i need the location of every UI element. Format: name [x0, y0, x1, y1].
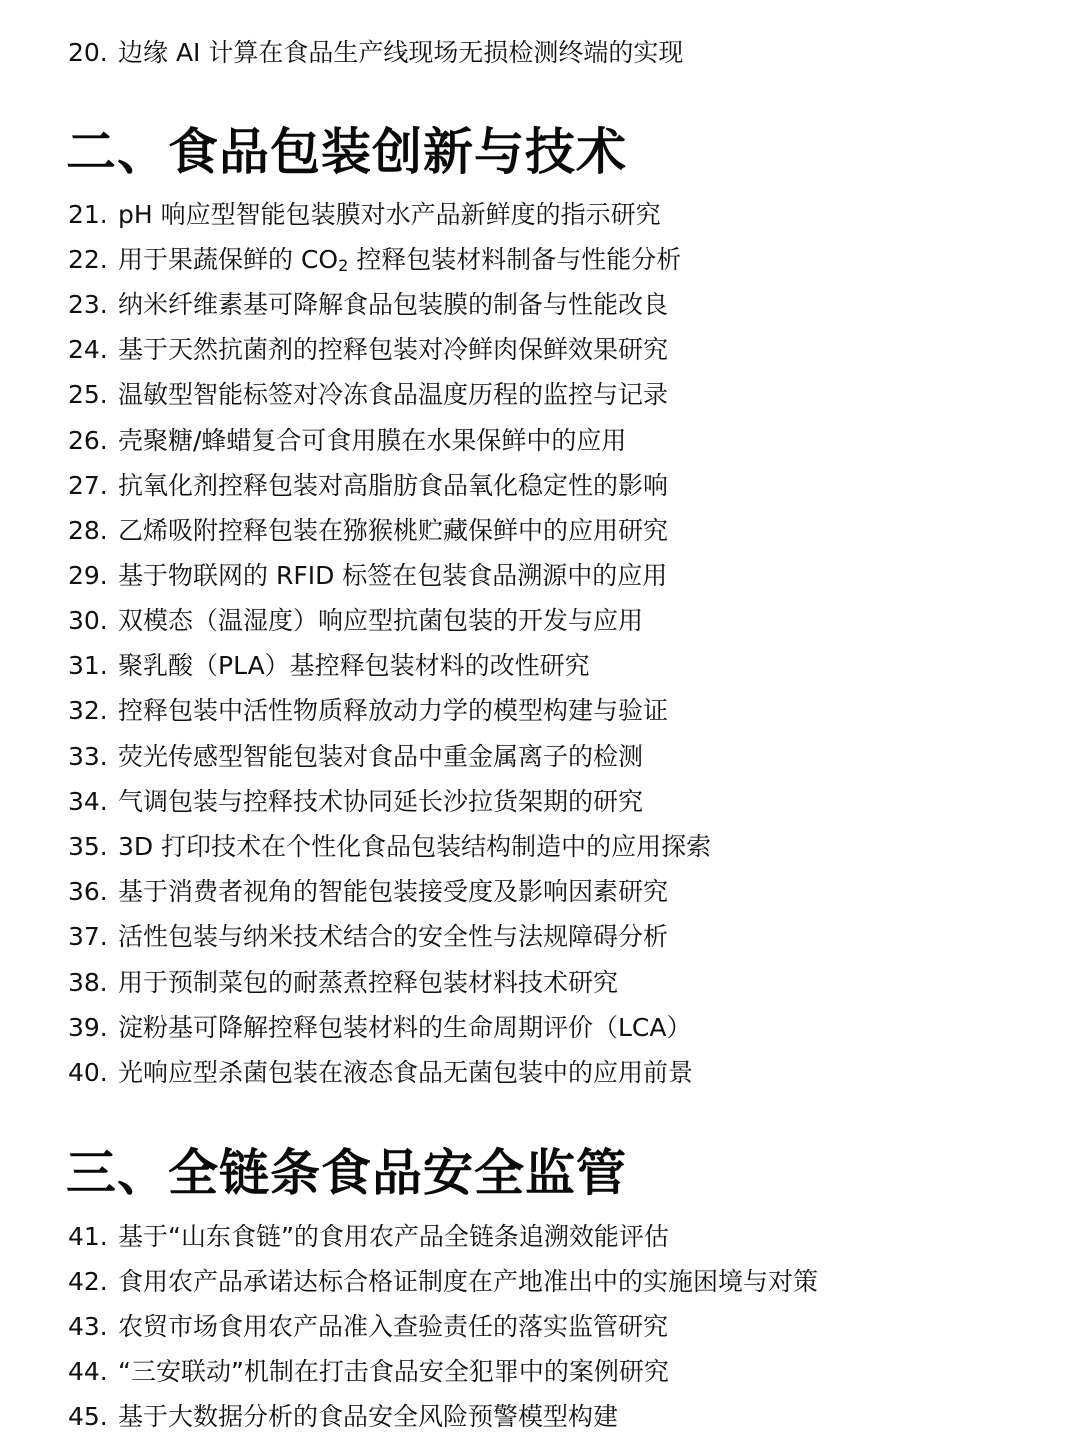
list-item — [68, 514, 668, 548]
section-heading: 三、全链条食品安全监管 — [66, 1144, 627, 1202]
item-number: 38. — [68, 968, 108, 997]
item-text: pH 响应型智能包装膜对水产品新鲜度的指示研究 — [118, 200, 661, 229]
item-number: 20. — [68, 38, 108, 67]
list-item — [68, 1056, 693, 1090]
item-number: 21. — [68, 200, 108, 229]
item-text: 淀粉基可降解控释包装材料的生命周期评价（LCA） — [118, 1013, 692, 1042]
list-item — [68, 694, 668, 728]
list-item — [68, 830, 711, 864]
list-item — [68, 966, 618, 1000]
item-number: 23. — [68, 290, 108, 319]
item-number: 25. — [68, 380, 108, 409]
item-text: 活性包装与纳米技术结合的安全性与法规障碍分析 — [118, 922, 669, 951]
item-text: 控释包装中活性物质释放动力学的模型构建与验证 — [118, 696, 669, 725]
item-number: 28. — [68, 516, 108, 545]
item-text: 用于预制菜包的耐蒸煮控释包装材料技术研究 — [118, 968, 619, 997]
list-item — [68, 378, 668, 412]
item-text: “三安联动”机制在打击食品安全犯罪中的案例研究 — [118, 1357, 669, 1386]
item-text: 3D 打印技术在个性化食品包装结构制造中的应用探索 — [118, 832, 712, 861]
item-text-continued: 控释包装材料制备与性能分析 — [348, 245, 682, 274]
list-item — [68, 1220, 669, 1254]
item-number: 34. — [68, 787, 108, 816]
item-number: 26. — [68, 426, 108, 455]
list-item — [68, 559, 667, 593]
item-text: 荧光传感型智能包装对食品中重金属离子的检测 — [118, 742, 644, 771]
item-number: 39. — [68, 1013, 108, 1042]
list-item — [68, 243, 681, 283]
list-item — [68, 1310, 668, 1344]
item-text: 纳米纤维素基可降解食品包装膜的制备与性能改良 — [118, 290, 669, 319]
item-number: 31. — [68, 651, 108, 680]
list-item — [68, 288, 668, 322]
item-number: 41. — [68, 1222, 108, 1251]
item-number: 37. — [68, 922, 108, 951]
item-text: 基于“山东食链”的食用农产品全链条追溯效能评估 — [118, 1222, 669, 1251]
item-number: 32. — [68, 696, 108, 725]
item-text: 聚乳酸（PLA）基控释包装材料的改性研究 — [118, 651, 590, 680]
item-text: 光响应型杀菌包装在液态食品无菌包装中的应用前景 — [118, 1058, 694, 1087]
section-heading: 二、食品包装创新与技术 — [66, 123, 627, 181]
list-item — [68, 469, 668, 503]
list-item — [68, 36, 683, 70]
item-text: 食用农产品承诺达标合格证制度在产地准出中的实施困境与对策 — [118, 1267, 819, 1296]
list-item — [68, 424, 626, 458]
item-number: 44. — [68, 1357, 108, 1386]
item-text: 双模态（温湿度）响应型抗菌包装的开发与应用 — [118, 606, 644, 635]
item-number: 22. — [68, 245, 108, 274]
list-item — [68, 198, 661, 232]
item-text: 农贸市场食用农产品准入查验责任的落实监管研究 — [118, 1312, 669, 1341]
item-text: 基于天然抗菌剂的控释包装对冷鲜肉保鲜效果研究 — [118, 335, 669, 364]
item-number: 33. — [68, 742, 108, 771]
item-text: 温敏型智能标签对冷冻食品温度历程的监控与记录 — [118, 380, 669, 409]
list-item — [68, 1400, 618, 1434]
list-item — [68, 740, 643, 774]
list-item — [68, 920, 668, 954]
list-item — [68, 1355, 669, 1389]
item-number: 29. — [68, 561, 108, 590]
item-number: 35. — [68, 832, 108, 861]
item-text: 基于大数据分析的食品安全风险预警模型构建 — [118, 1402, 619, 1431]
item-number: 43. — [68, 1312, 108, 1341]
item-text: 基于物联网的 RFID 标签在包装食品溯源中的应用 — [118, 561, 668, 590]
item-text: 壳聚糖/蜂蜡复合可食用膜在水果保鲜中的应用 — [118, 426, 627, 455]
item-number: 30. — [68, 606, 108, 635]
item-text: 用于果蔬保鲜的 CO — [118, 245, 339, 274]
item-text: 基于消费者视角的智能包装接受度及影响因素研究 — [118, 877, 669, 906]
list-item — [68, 333, 668, 367]
item-subscript: 2 — [338, 256, 349, 275]
list-item — [68, 1265, 818, 1299]
item-number: 42. — [68, 1267, 108, 1296]
item-text: 抗氧化剂控释包装对高脂肪食品氧化稳定性的影响 — [118, 471, 669, 500]
list-item — [68, 604, 643, 638]
item-number: 27. — [68, 471, 108, 500]
list-item — [68, 649, 590, 683]
item-text: 边缘 AI 计算在食品生产线现场无损检测终端的实现 — [118, 38, 684, 67]
item-number: 45. — [68, 1402, 108, 1431]
list-item — [68, 875, 668, 909]
item-number: 24. — [68, 335, 108, 364]
item-number: 36. — [68, 877, 108, 906]
item-number: 40. — [68, 1058, 108, 1087]
item-text: 气调包装与控释技术协同延长沙拉货架期的研究 — [118, 787, 644, 816]
list-item — [68, 1011, 692, 1045]
item-text: 乙烯吸附控释包装在猕猴桃贮藏保鲜中的应用研究 — [118, 516, 669, 545]
list-item — [68, 785, 643, 819]
